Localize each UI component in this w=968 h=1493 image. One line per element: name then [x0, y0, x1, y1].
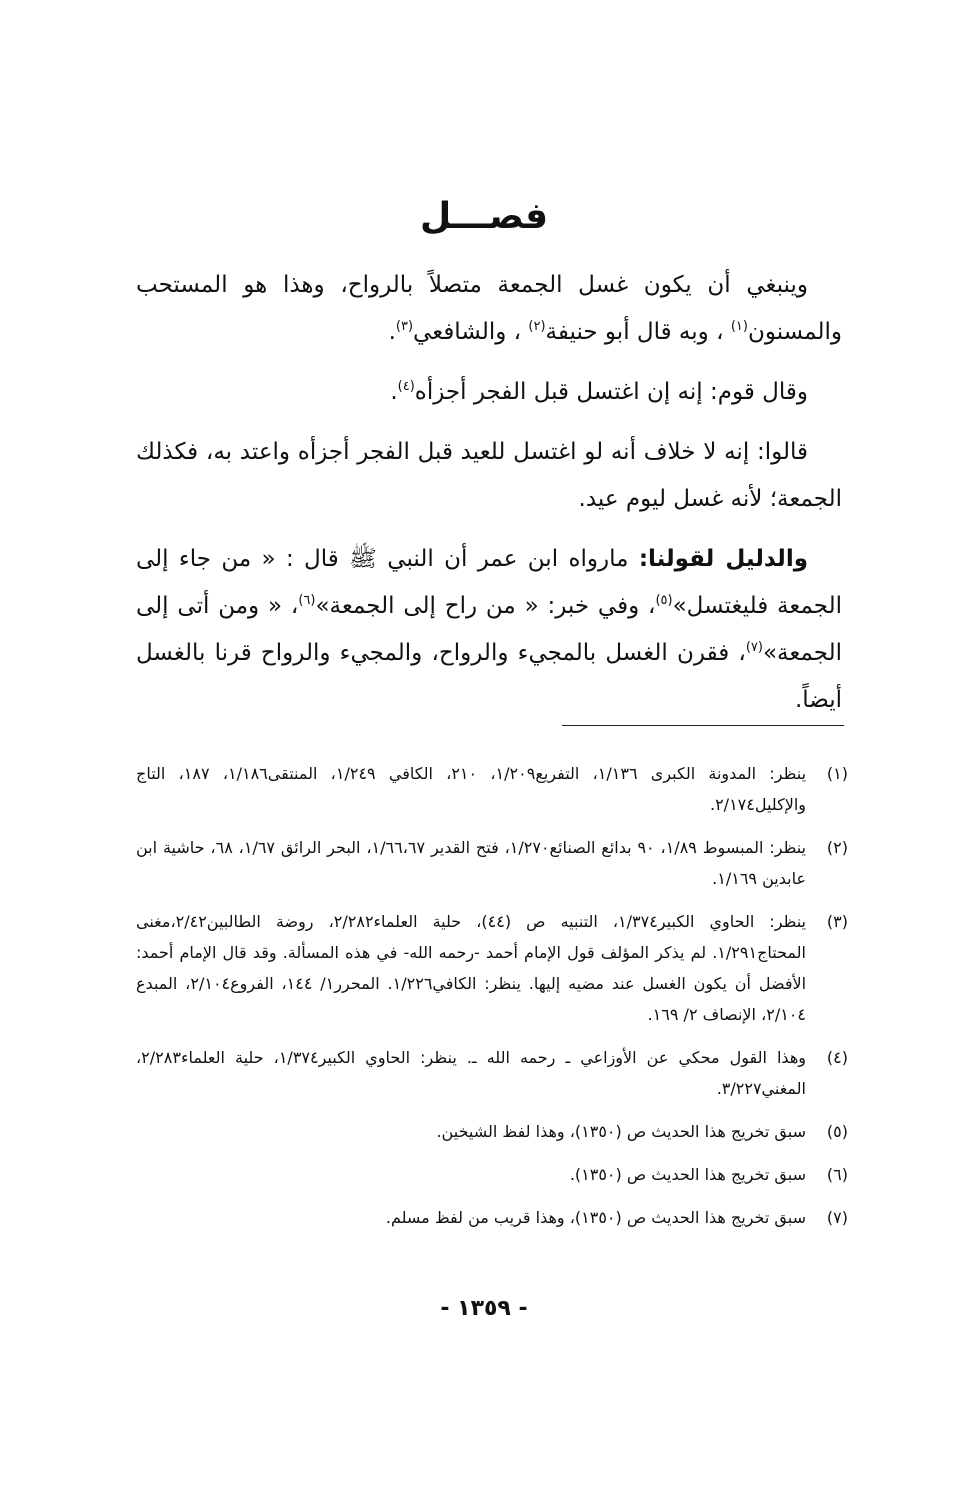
main-text	[136, 262, 842, 737]
footnote-6	[136, 1159, 848, 1190]
footnote-text: سبق تخريج هذا الحديث ص (١٣٥٠)، وهذا لفظ الشيخين.	[436, 1122, 806, 1141]
paragraph-1-text-a: وينبغي أن يكون غسل الجمعة متصلاً بالرواح، وهذا هو المستحب والمسنون	[136, 272, 842, 345]
paragraph-1-text-b: ، وبه قال أبو حنيفة	[545, 319, 731, 345]
footnote-text: ينظر: الحاوي الكبير١/٣٧٤، التنبيه ص (٤٤)، حلية العلماء٢/٢٨٢، روضة الطالبين٢/٤٢،مغنى المحتاج١/٢٩١. لم يذكر المؤلف قول الإمام أحمد -رحمه الله- في هذه المسألة. وقد قال الإمام أحمد: الأفضل أن يكون الغسل عند مضيه إليها. ينظر: الكافي١/٢٢٦. المحرر١/ ١٤٤، الفروع٢/١٠٤، المبدع ٢/١٠٤، الإنصاف ٢/ ١٦٩.	[136, 912, 807, 1024]
footnote-5	[136, 1116, 848, 1147]
footnote-text: ينظر: المدونة الكبرى ١/١٣٦، التفريع١/٢٠٩، ٢١٠، الكافي ١/٢٤٩، المنتقى١/١٨٦، ١٨٧، التاج والإكليل٢/١٧٤.	[136, 764, 807, 814]
paragraph-2-text-a: وقال قوم: إنه إن اغتسل قبل الفجر أجزأه	[414, 379, 808, 405]
paragraph-4-text-c: ، « ومن أتى إلى الجمعة»	[136, 593, 842, 666]
footnote-ref-2[interactable]: (٢)	[528, 319, 546, 334]
paragraph-2-text-b: .	[390, 379, 398, 405]
paragraph-1-text-d: .	[388, 319, 396, 345]
paragraph-4	[136, 536, 842, 724]
footnote-number: (٧)	[826, 1208, 848, 1227]
paragraph-4-text-b: ، وفي خبر: « من راح إلى الجمعة»	[315, 593, 656, 619]
footnote-text: وهذا القول محكي عن الأوزاعي ـ رحمه الله ـ. ينظر: الحاوي الكبير١/٣٧٤، حلية العلماء٢/٢٨٣، المغني٣/٢٢٧.	[136, 1048, 806, 1098]
footnotes	[136, 758, 848, 1245]
footnote-7	[136, 1202, 848, 1233]
paragraph-4-text-a: ماروا‌ه ابن عمر أن النبي ﷺ قال : « من جاء إلى الجمعة فليغتسل»	[136, 546, 842, 619]
paragraph-2	[136, 369, 842, 416]
paragraph-3: قالوا: إنه لا خلاف أنه لو اغتسل للعيد قبل الفجر أجزأه واعتد به، فكذلك الجمعة؛ لأنه غسل ليوم عيد.	[136, 439, 842, 512]
footnote-text: سبق تخريج هذا الحديث ص (١٣٥٠)، وهذا قريب من لفظ مسلم.	[385, 1208, 806, 1227]
footnote-ref-7[interactable]: (٧)	[745, 640, 763, 655]
footnote-number: (١)	[826, 764, 848, 783]
footnote-1	[136, 758, 848, 820]
footnote-number: (٤)	[826, 1048, 848, 1067]
footnote-number: (٣)	[826, 912, 848, 931]
page-number: - ١٣٥٩ -	[440, 1296, 528, 1321]
footnote-ref-4[interactable]: (٤)	[397, 379, 415, 394]
footnote-4	[136, 1042, 848, 1104]
section-heading: فصـــل	[419, 196, 549, 237]
footnote-text: ينظر: المبسوط ١/٨٩، ٩٠ بدائع الصنائع١/٢٧٠، فتح القدير ١/٦٦،٦٧، البحر الرائق ١/٦٧، ٦٨، حاشية ابن عابدين ١/١٦٩.	[136, 838, 807, 888]
footnote-divider	[562, 725, 844, 726]
footnote-ref-5[interactable]: (٥)	[655, 593, 673, 608]
footnote-text: سبق تخريج هذا الحديث ص (١٣٥٠).	[569, 1165, 806, 1184]
footnote-3	[136, 906, 848, 1030]
footnote-ref-6[interactable]: (٦)	[298, 593, 316, 608]
paragraph-1-text-c: ، والشافعي	[413, 319, 529, 345]
paragraph-4-text-d: ، فقرن الغسل بالمجيء والرواح، والمجيء والرواح قرنا بالغسل أيضاً.	[136, 640, 842, 713]
footnote-2	[136, 832, 848, 894]
footnote-number: (٢)	[826, 838, 848, 857]
footnote-number: (٦)	[826, 1165, 848, 1184]
footnote-ref-1[interactable]: (١)	[730, 319, 748, 334]
paragraph-4-lead: والدليل لقولنا:	[638, 546, 808, 572]
paragraph-1	[136, 262, 842, 356]
footnote-number: (٥)	[826, 1122, 848, 1141]
footnote-ref-3[interactable]: (٣)	[395, 319, 414, 334]
